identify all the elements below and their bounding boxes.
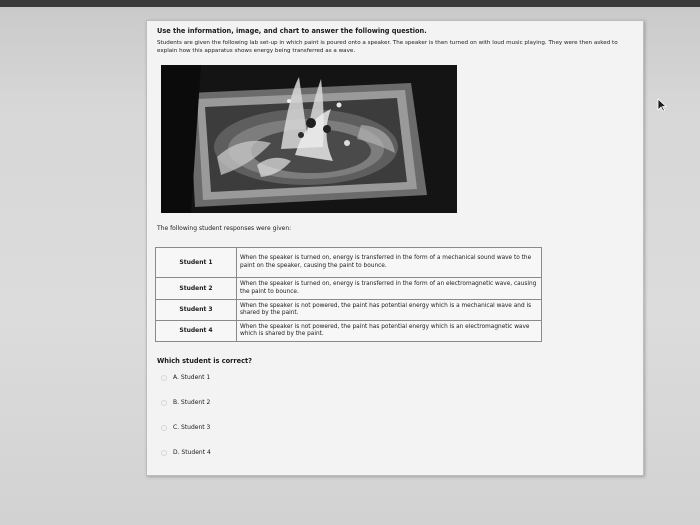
responses-label: The following student responses were given: (157, 225, 292, 232)
radio-circle-icon[interactable] (161, 375, 167, 381)
choice-b[interactable] (161, 399, 210, 406)
monitor-bezel (0, 0, 700, 7)
student-name: Student 3 (156, 300, 237, 321)
student-responses-table (155, 247, 542, 342)
table-row (156, 300, 542, 321)
choice-label: A. Student 1 (173, 374, 211, 381)
choice-label: C. Student 3 (173, 424, 211, 431)
student-response: When the speaker is turned on, energy is transferred in the form of a mechanical sound wave to the paint on the speaker, causing the paint to bounce. (237, 248, 542, 278)
radio-circle-icon[interactable] (161, 425, 167, 431)
table-row (156, 321, 542, 342)
radio-circle-icon[interactable] (161, 450, 167, 456)
student-name: Student 1 (156, 248, 237, 278)
speaker-paint-illustration (161, 65, 457, 213)
instructions-heading: Use the information, image, and chart to answer the following question. (157, 27, 427, 35)
student-response: When the speaker is not powered, the paint has potential energy which is an electromagnetic wave which is shared by the paint. (237, 321, 542, 342)
choice-c[interactable] (161, 424, 210, 431)
mouse-pointer-icon (657, 98, 667, 112)
speaker-paint-image (161, 65, 457, 213)
choice-label: D. Student 4 (173, 449, 211, 456)
radio-circle-icon[interactable] (161, 400, 167, 406)
student-response: When the speaker is turned on, energy is transferred in the form of an electromagnetic wave, causing the paint to bounce. (237, 278, 542, 300)
student-name: Student 4 (156, 321, 237, 342)
question-prompt: Which student is correct? (157, 357, 253, 365)
student-response: When the speaker is not powered, the paint has potential energy which is a mechanical wave and is shared by the paint. (237, 300, 542, 321)
table-row (156, 248, 542, 278)
choice-a[interactable] (161, 374, 210, 381)
choice-label: B. Student 2 (173, 399, 211, 406)
question-card (146, 20, 644, 476)
choice-d[interactable] (161, 449, 211, 456)
student-name: Student 2 (156, 278, 237, 300)
question-intro: Students are given the following lab set-up in which paint is poured onto a speaker. The speaker is then turned on with loud music playing. They were then asked to explain how this apparatus shows energy being transferred as a wave. (157, 40, 618, 54)
table-row (156, 278, 542, 300)
